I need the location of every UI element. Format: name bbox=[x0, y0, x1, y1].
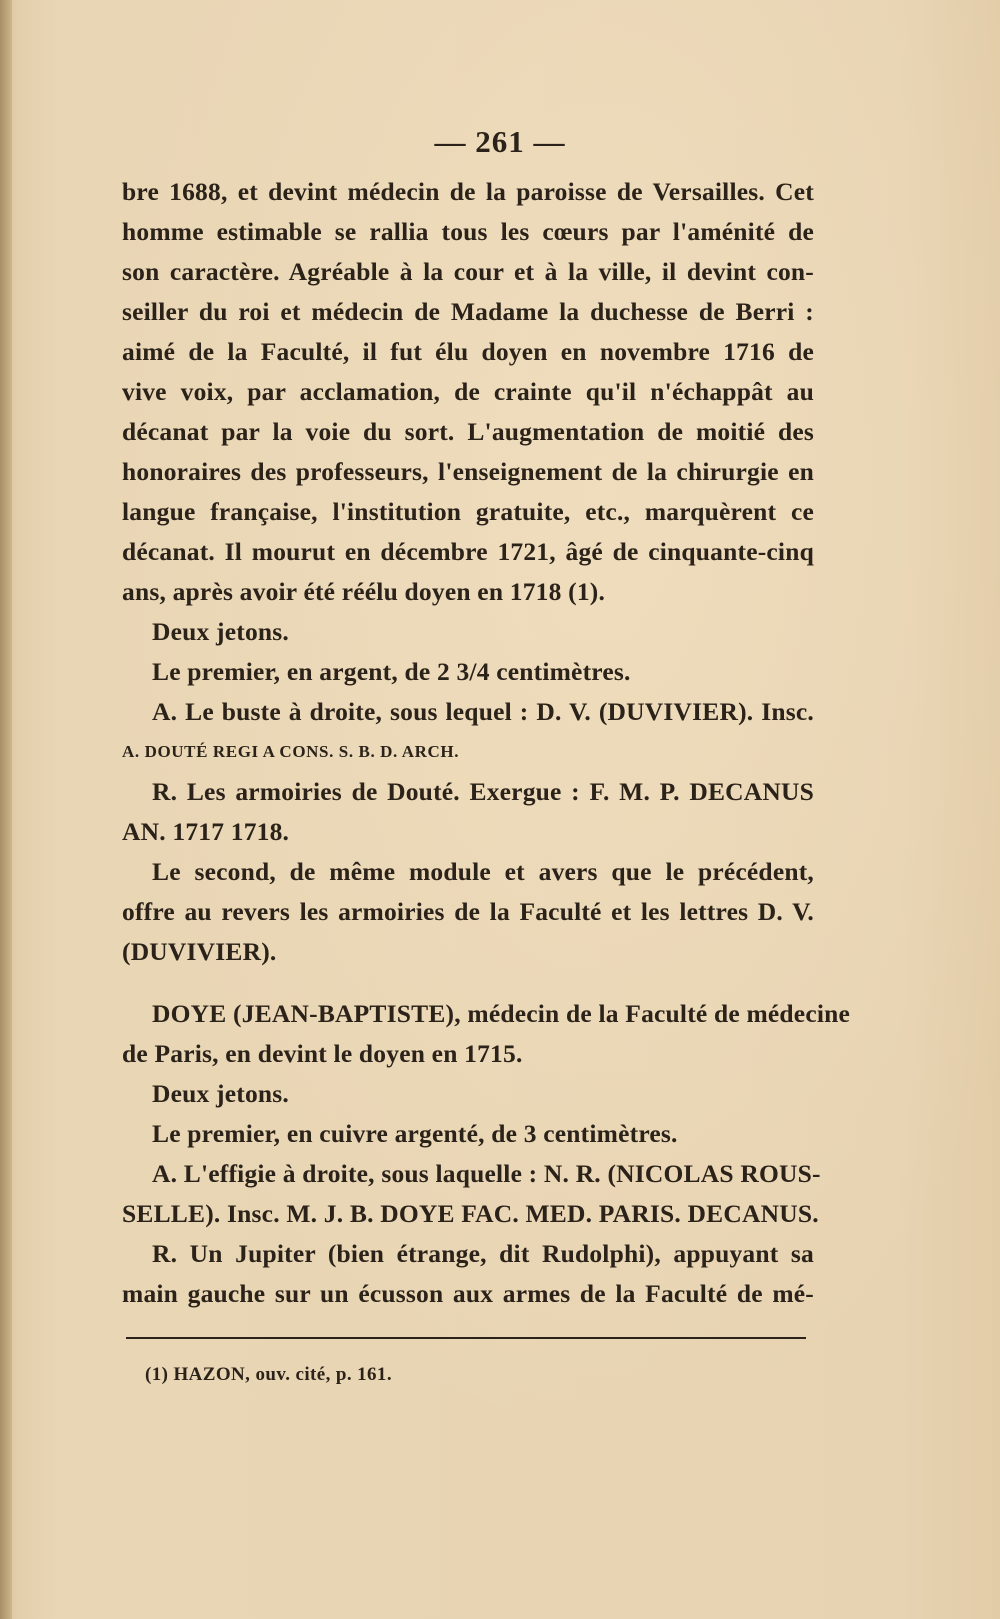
text-line: R. Les armoiries de Douté. Exergue : F. M. P. DECANUS bbox=[152, 777, 814, 806]
text-line: SELLE). Insc. M. J. B. DOYE FAC. MED. PARIS. DECANUS. bbox=[122, 1199, 819, 1228]
text-line: AN. 1717 1718. bbox=[122, 817, 290, 846]
text-line: R. Un Jupiter (bien étrange, dit Rudolphi), appuyant sa bbox=[152, 1239, 814, 1268]
text-line: honoraires des professeurs, l'enseignement de la chirurgie en bbox=[122, 457, 814, 486]
text-line: décanat. Il mourut en décembre 1721, âgé de cinquante-cinq bbox=[122, 537, 814, 566]
text-line: langue française, l'institution gratuite, etc., marquèrent ce bbox=[122, 497, 814, 526]
text-line: A. Le buste à droite, sous lequel : D. V. (DUVIVIER). Insc. bbox=[152, 697, 814, 726]
text-line: aimé de la Faculté, il fut élu doyen en novembre 1716 de bbox=[122, 337, 814, 366]
text-line: son caractère. Agréable à la cour et à la ville, il devint con- bbox=[122, 257, 814, 286]
paragraph-gap bbox=[122, 972, 814, 994]
text-line: Le premier, en argent, de 2 3/4 centimètres. bbox=[152, 657, 631, 686]
footnote: (1) HAZON, ouv. cité, p. 161. bbox=[145, 1364, 392, 1385]
text-line: Deux jetons. bbox=[152, 1079, 289, 1108]
footnote-rule bbox=[126, 1337, 806, 1339]
text-line: A. DOUTÉ REGI A CONS. S. B. D. ARCH. bbox=[122, 742, 460, 761]
text-line: Le premier, en cuivre argenté, de 3 centimètres. bbox=[152, 1119, 678, 1148]
text-line: bre 1688, et devint médecin de la paroisse de Versailles. Cet bbox=[122, 177, 814, 206]
text-line: A. L'effigie à droite, sous laquelle : N. R. (NICOLAS ROUS- bbox=[152, 1159, 821, 1188]
text-line: (DUVIVIER). bbox=[122, 937, 277, 966]
page-gutter bbox=[0, 0, 12, 1619]
page-number: — 261 — bbox=[434, 124, 566, 159]
text-line: vive voix, par acclamation, de crainte qu'il n'échappât au bbox=[122, 377, 814, 406]
text-line: ans, après avoir été réélu doyen en 1718 (1). bbox=[122, 577, 606, 606]
text-line: DOYE (JEAN-BAPTISTE), médecin de la Faculté de médecine bbox=[152, 999, 851, 1028]
text-line: offre au revers les armoiries de la Faculté et les lettres D. V. bbox=[122, 897, 814, 926]
text-line: main gauche sur un écusson aux armes de la Faculté de mé- bbox=[122, 1279, 814, 1308]
text-line: de Paris, en devint le doyen en 1715. bbox=[122, 1039, 523, 1068]
text-line: Le second, de même module et avers que le précédent, bbox=[152, 857, 814, 886]
text-line: Deux jetons. bbox=[152, 617, 289, 646]
text-line: homme estimable se rallia tous les cœurs par l'aménité de bbox=[122, 217, 814, 246]
text-line: seiller du roi et médecin de Madame la duchesse de Berri : bbox=[122, 297, 814, 326]
text-line: décanat par la voie du sort. L'augmentation de moitié des bbox=[122, 417, 814, 446]
body-text bbox=[122, 172, 851, 1314]
